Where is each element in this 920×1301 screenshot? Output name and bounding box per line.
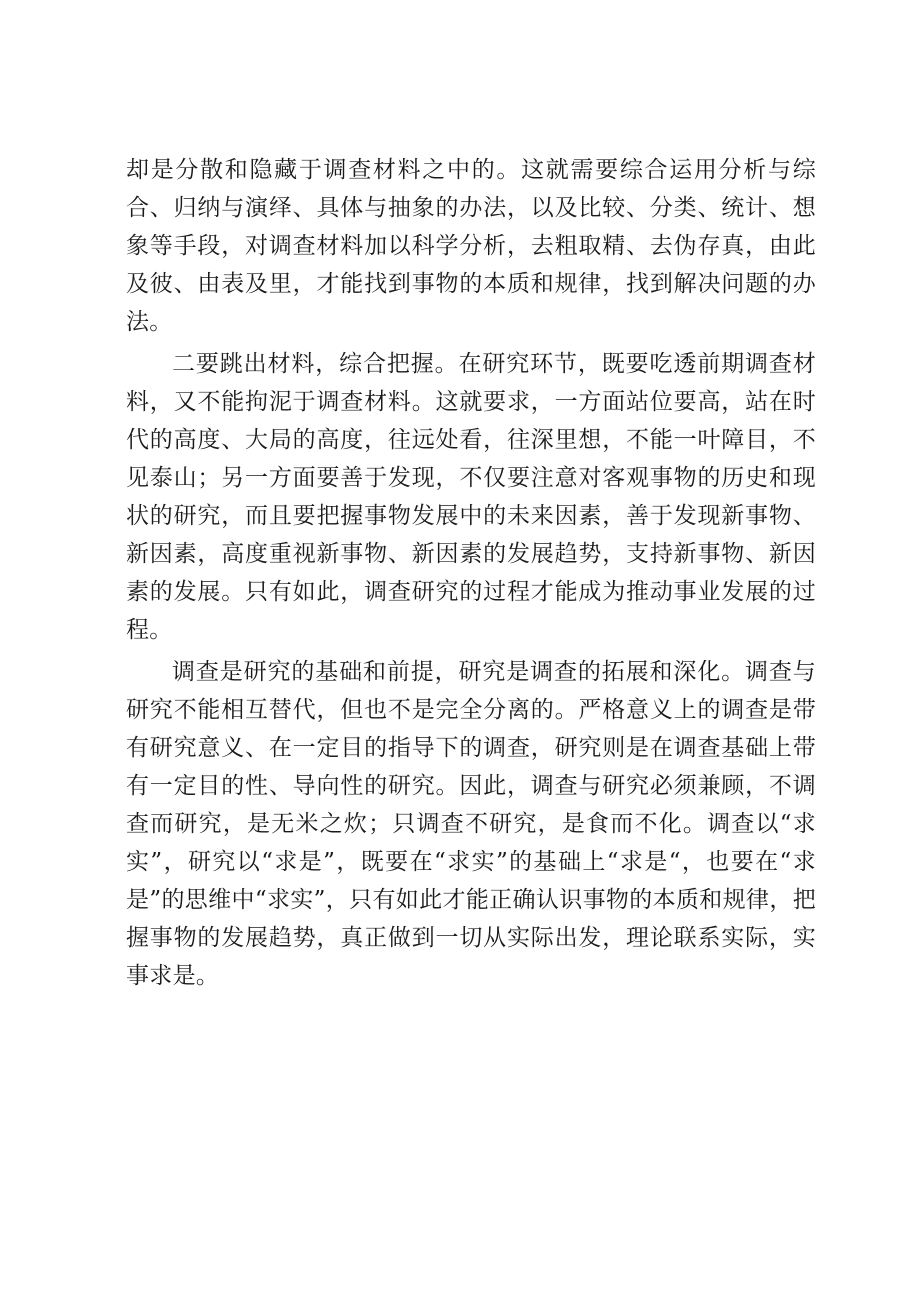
paragraph-continuation: 却是分散和隐藏于调查材料之中的。这就需要综合运用分析与综合、归纳与演绎、具体与抽象的办法，以及比较、分类、统计、想象等手段，对调查材料加以科学分析，去粗取精、去伪存真，由此及彼、由表及里，才能找到事物的本质和规律，找到解决问题的办法。	[126, 157, 816, 335]
paragraph-second-requirement: 二要跳出材料，综合把握。在研究环节，既要吃透前期调查材料，又不能拘泥于调查材料。这就要求，一方面站位要高，站在时代的高度、大局的高度，往远处看，往深里想，不能一叶障目，不见泰山；另一方面要善于发现，不仅要注意对客观事物的历史和现状的研究，而且要把握事物发展中的未来因素，善于发现新事物、新因素，高度重视新事物、新因素的发展趋势，支持新事物、新因素的发展。只有如此，调查研究的过程才能成为推动事业发展的过程。	[126, 351, 816, 643]
paragraph-investigation-and-research: 调查是研究的基础和前提，研究是调查的拓展和深化。调查与研究不能相互替代，但也不是完全分离的。严格意义上的调查是带有研究意义、在一定目的指导下的调查，研究则是在调查基础上带有一定目的性、导向性的研究。因此，调查与研究必须兼顾，不调查而研究，是无米之炊；只调查不研究，是食而不化。调查以“求实”，研究以“求是”，既要在“求实”的基础上“求是“，也要在“求是”的思维中“求实”，只有如此才能正确认识事物的本质和规律，把握事物的发展趋势，真正做到一切从实际出发，理论联系实际，实事求是。	[126, 659, 816, 989]
document-page	[126, 151, 816, 999]
